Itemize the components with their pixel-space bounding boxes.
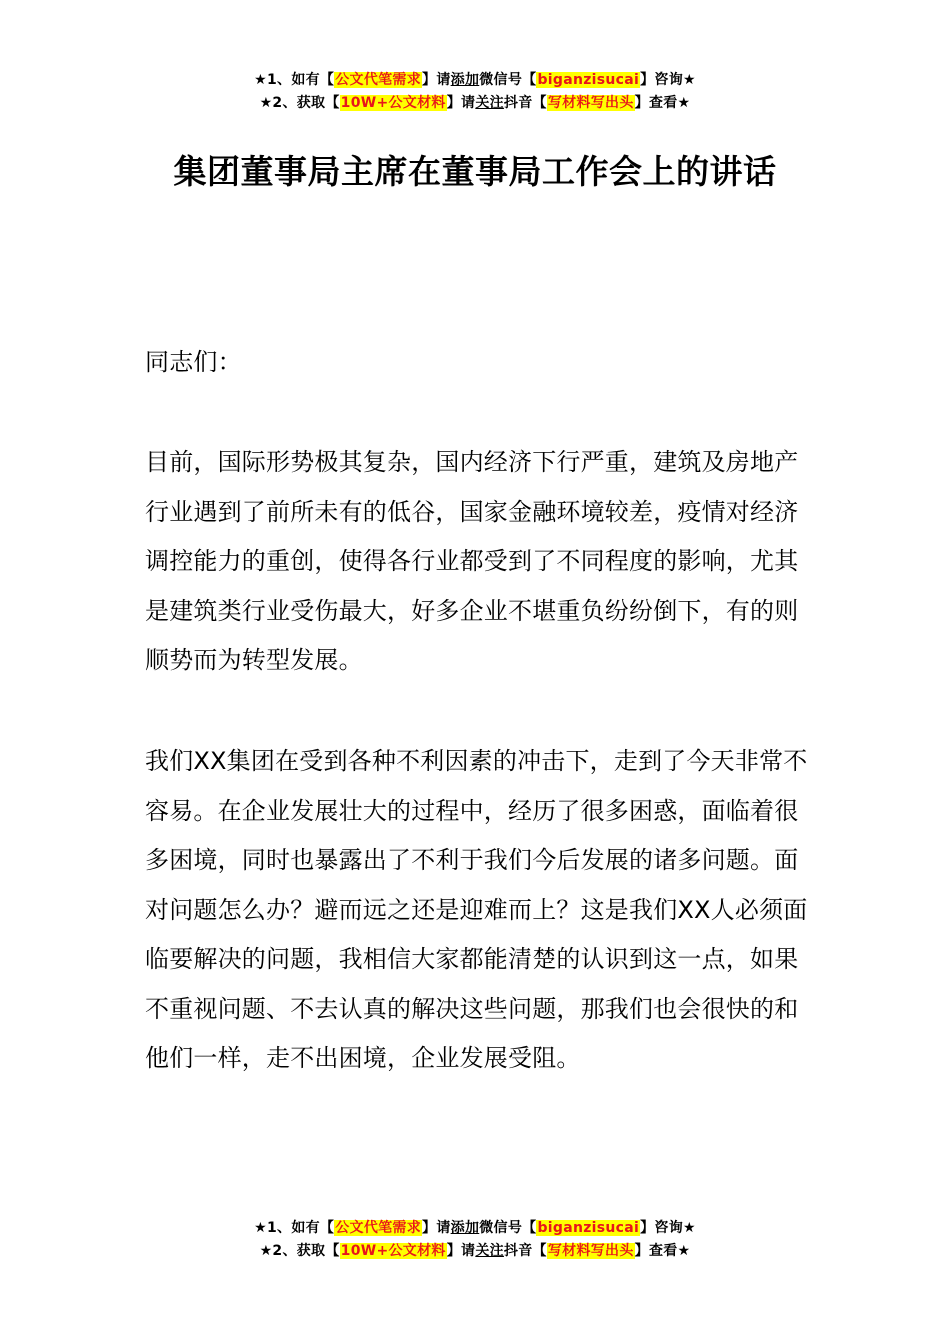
paragraph-text: 目前，国际形势极其复杂，国内经济下行严重，建筑及房地产行业遇到了前所未有的低谷，国家金融环境较差，疫情对经济调控能力的重创，使得各行业都受到了不同程度的影响，尤其是建筑类行业受伤最大，好多企业不堪重负纷纷倒下，有的则顺势而为转型发展。 [145,448,799,674]
document-title: 集团董事局主席在董事局工作会上的讲话 [173,152,777,191]
salutation: 同志们： [145,348,242,376]
banner-highlight: 10W+公文材料 [340,1243,446,1259]
body-paragraph-2 [145,737,810,1084]
banner-line-2: ★2、获取【10W+公文材料】请关注抖音【写材料写出头】查看★ [259,1243,691,1259]
paragraph-text: 我们XX集团在受到各种不利因素的冲击下，走到了今天非常不容易。在企业发展壮大的过程中，经历了很多困惑，面临着很多困境，同时也暴露出了不利于我们今后发展的诸多问题。面对问题怎么办？避而远之还是迎难而上？这是我们XX人必须面临要解决的问题，我相信大家都能清楚的认识到这一点，如果不重视问题、不去认真的解决这些问题，那我们也会很快的和他们一样，走不出困境，企业发展受阻。 [145,747,808,1072]
body-paragraph-1 [145,438,810,686]
banner-line-2: ★2、获取【10W+公文材料】请关注抖音【写材料写出头】查看★ [259,95,691,111]
banner-highlight: biganzisucai [537,72,640,88]
banner-highlight: biganzisucai [537,1220,640,1236]
banner-highlight: 写材料写出头 [547,95,634,111]
banner-line-1: ★1、如有【公文代笔需求】请添加微信号【biganzisucai】咨询★ [254,1220,696,1236]
header-banner [0,69,950,115]
banner-highlight: 公文代笔需求 [335,1220,422,1236]
banner-highlight: 写材料写出头 [547,1243,634,1259]
banner-highlight: 10W+公文材料 [340,95,446,111]
banner-highlight: 公文代笔需求 [335,72,422,88]
banner-line-1: ★1、如有【公文代笔需求】请添加微信号【biganzisucai】咨询★ [254,72,696,88]
footer-banner [0,1217,950,1263]
